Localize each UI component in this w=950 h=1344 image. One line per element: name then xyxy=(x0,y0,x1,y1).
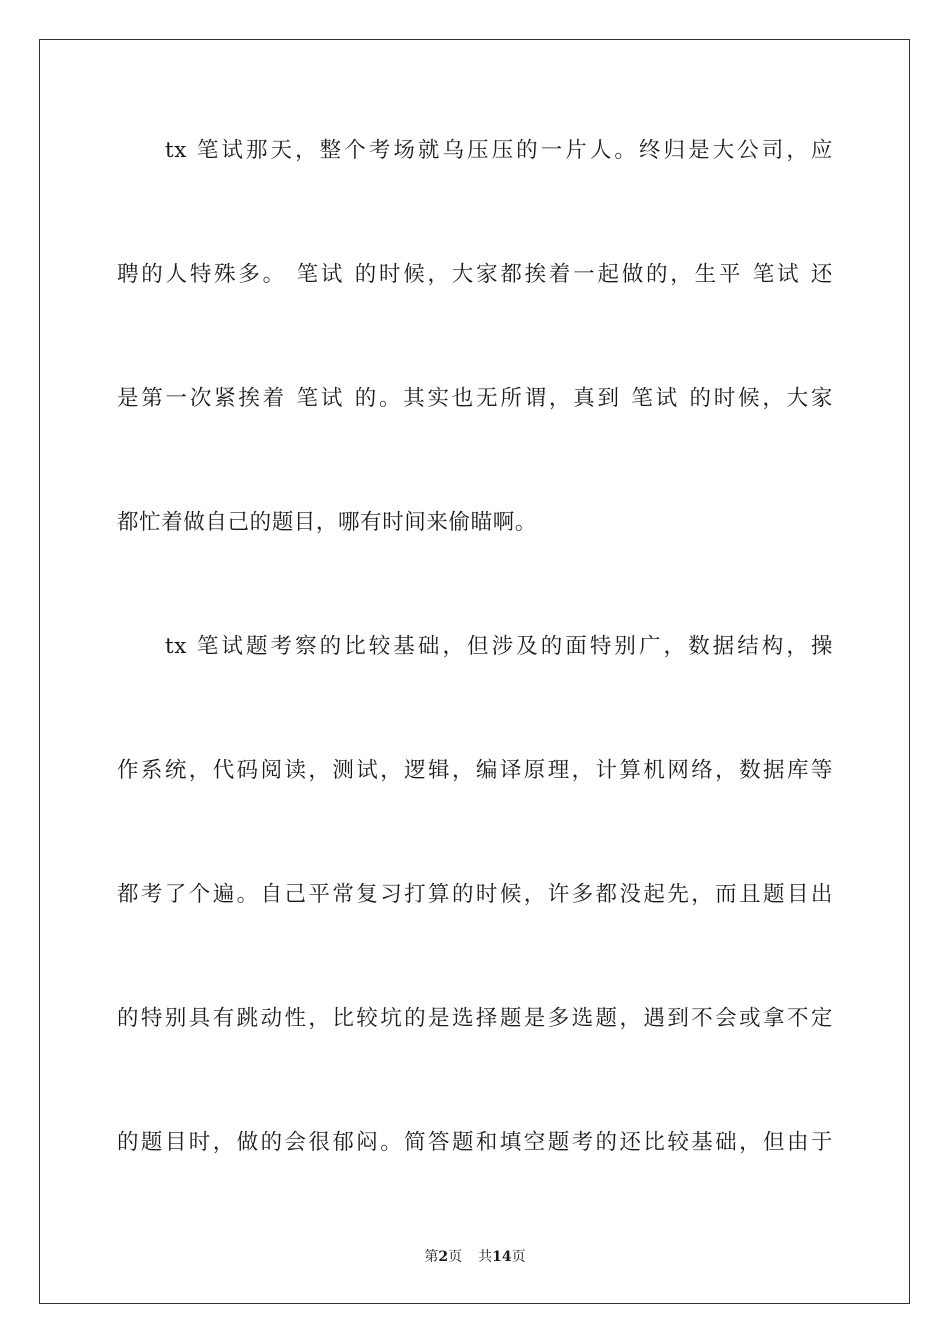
paragraph-2-line-5: 的题目时，做的会很郁闷。简答题和填空题考的还比较基础，但由于 xyxy=(117,1130,833,1155)
total-pages: 14 xyxy=(492,1249,512,1265)
paragraph-2-line-4: 的特别具有跳动性，比较坑的是选择题是多选题，遇到不会或拿不定 xyxy=(117,1006,833,1031)
page-label-suffix: 页 xyxy=(448,1249,463,1265)
paragraph-1-line-4: 都忙着做自己的题目，哪有时间来偷瞄啊。 xyxy=(117,510,537,535)
paragraph-1-line-1: tx 笔试那天，整个考场就乌压压的一片人。终归是大公司，应 xyxy=(165,138,833,163)
document-body xyxy=(117,132,833,1248)
page-number: 2 xyxy=(438,1249,449,1265)
paragraph-2-line-3: 都考了个遍。自己平常复习打算的时候，许多都没起先，而且题目出 xyxy=(117,882,833,907)
page-footer xyxy=(0,1246,950,1266)
paragraph-2-line-1: tx 笔试题考察的比较基础，但涉及的面特别广，数据结构，操 xyxy=(165,634,833,659)
total-label-prefix: 共 xyxy=(478,1249,493,1265)
paragraph-2-line-2: 作系统，代码阅读，测试，逻辑，编译原理，计算机网络，数据库等 xyxy=(117,758,833,783)
page-label-prefix: 第 xyxy=(424,1249,439,1265)
paragraph-1-line-2: 聘的人特殊多。 笔试 的时候，大家都挨着一起做的，生平 笔试 还 xyxy=(117,262,833,287)
total-label-suffix: 页 xyxy=(511,1249,526,1265)
paragraph-1-line-3: 是第一次紧挨着 笔试 的。其实也无所谓，真到 笔试 的时候，大家 xyxy=(117,386,833,411)
